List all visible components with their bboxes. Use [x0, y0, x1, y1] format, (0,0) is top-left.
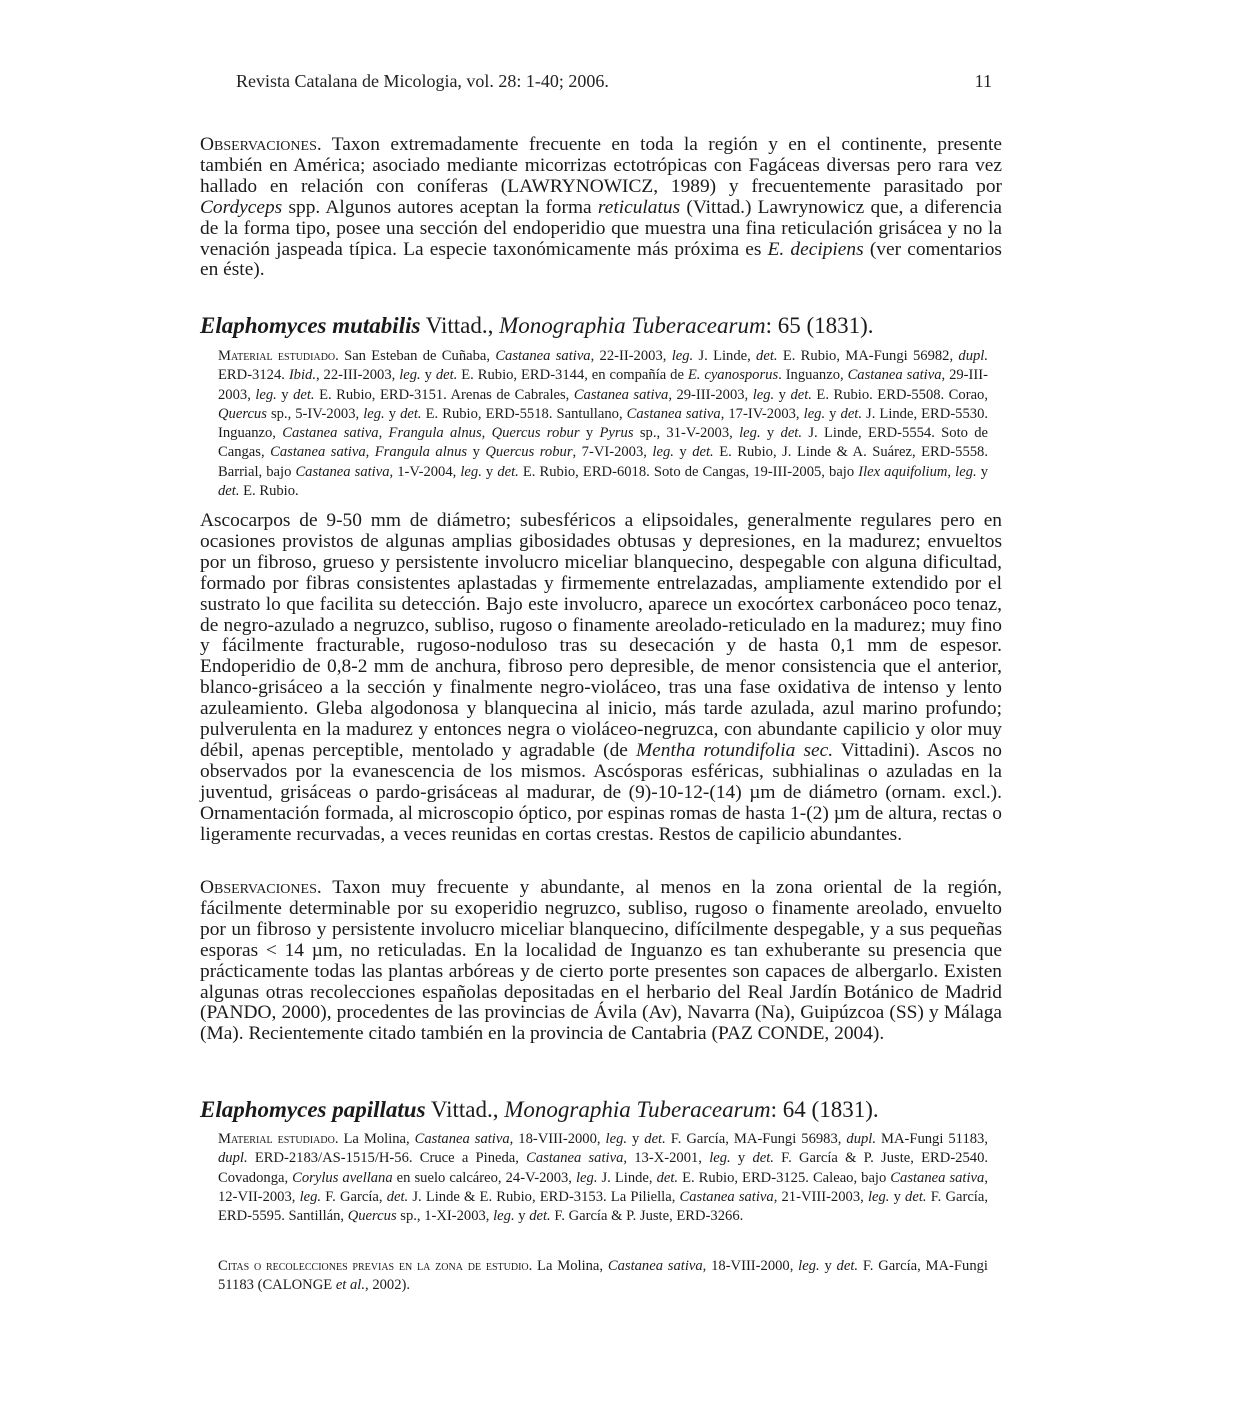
italic-term: det. [692, 444, 714, 461]
text-run: y [760, 425, 781, 442]
text-run: , 13-X-2001, [623, 1150, 710, 1167]
text-run: y [673, 444, 693, 461]
text-run: y [976, 463, 989, 480]
italic-term: det. [840, 405, 862, 422]
italic-term: Corylus avellana [292, 1169, 393, 1186]
text-run: F. García, [321, 1188, 387, 1205]
italic-term: Mentha rotundifolia sec. [636, 739, 834, 761]
italic-term: reticulatus [597, 196, 681, 218]
observaciones-paragraph [200, 135, 1002, 281]
italic-term: det. [790, 386, 812, 403]
italic-term: Frangula alnus [374, 444, 468, 461]
italic-term: det. [529, 1208, 551, 1225]
text-run: (ver comentarios en éste). [200, 238, 1002, 281]
italic-term: leg. [955, 463, 977, 480]
text-run: y [276, 386, 294, 403]
italic-term: Ibid. [288, 367, 316, 384]
observaciones-paragraph-mutabilis [200, 878, 1002, 1045]
text-run: y [819, 1258, 837, 1274]
italic-term: det. [752, 1150, 774, 1167]
text-run: E. Rubio, ERD-5518. Santullano, [421, 405, 627, 422]
section-label: Observaciones. [200, 134, 322, 155]
italic-term: Quercus robur [491, 425, 580, 442]
text-run: Vittad., [420, 313, 500, 338]
description-paragraph [200, 511, 1002, 846]
text-run: F. García & P. Juste, ERD-2540. Covadonga, [218, 1150, 989, 1186]
text-run: , 17-IV-2003, [720, 405, 804, 422]
text-run: y [579, 425, 600, 442]
text-run: E. Rubio, ERD-3125. Caleao, bajo [678, 1169, 891, 1186]
species-heading-mutabilis [200, 312, 1002, 340]
text-run: y [514, 1208, 530, 1225]
material-estudiado-papillatus [218, 1130, 988, 1226]
text-run: ERD-2183/AS-1515/H-56. Cruce a Pineda, [247, 1150, 527, 1167]
text-run: , 7-VI-2003, [572, 444, 653, 461]
italic-term: det. [293, 386, 315, 403]
italic-term: det. [400, 405, 422, 422]
italic-term: Castanea sativa [414, 1131, 510, 1147]
italic-term: leg. [575, 1169, 598, 1186]
italic-term: leg. [739, 425, 761, 442]
text-run: : 65 (1831). [765, 313, 874, 338]
text-run: ERD-3124. [218, 367, 289, 384]
text-run: , 1-V-2004, [389, 463, 461, 480]
text-run: , [365, 444, 375, 461]
italic-term: Cordyceps [200, 196, 283, 218]
text-run: La Molina, [532, 1258, 608, 1274]
italic-term: Castanea sativa [282, 425, 379, 442]
section-label: Material estudiado. [218, 1131, 339, 1147]
text-run: , 2002). [365, 1277, 411, 1294]
italic-term: Ilex aquifolium [858, 463, 948, 480]
text-run: , 29-III-2003, [218, 367, 988, 403]
italic-term: leg. [798, 1258, 820, 1274]
page-number: 11 [974, 71, 992, 91]
italic-term: Castanea sativa [626, 405, 721, 422]
text-run: San Esteban de Cuñaba, [338, 348, 496, 364]
text-run: J. Linde, ERD-5554. Soto de Cangas, [218, 425, 989, 461]
italic-term: leg. [752, 386, 775, 403]
text-run: , [378, 425, 389, 442]
text-run: y [384, 405, 401, 422]
genus-name: Elaphomyces mutabilis [200, 313, 421, 338]
text-run: (Vittad.) Lawrynowicz que, a diferencia de la forma tipo, posee una sección del endoperidio que muestra una fina reticulación grisácea y no la venación jaspeada típica. La especie taxonómicamente más próxima es [200, 196, 1002, 260]
text-run: E. Rubio. [239, 483, 299, 500]
text-run: , 22-III-2003, [315, 367, 400, 384]
text-run: : 64 (1831). [770, 1097, 879, 1122]
italic-term: Castanea sativa [573, 386, 669, 403]
italic-term: det. [836, 1258, 859, 1274]
text-run: J. Linde, ERD-5530. Inguanzo, [218, 405, 989, 442]
section-label: Citas o recolecciones previas en la zona de estudio. [218, 1258, 533, 1274]
italic-term: Castanea sativa [526, 1150, 624, 1167]
italic-term: Monographia Tuberacearum [499, 313, 766, 338]
text-run: , 22-II-2003, [590, 348, 672, 364]
italic-term: E. decipiens [767, 238, 864, 260]
text-run: , 18-VIII-2000, [702, 1258, 799, 1274]
italic-term: leg. [605, 1131, 628, 1147]
text-run: E. Rubio, ERD-3144, en compañía de [457, 367, 688, 384]
text-run: sp., 1-XI-2003, [396, 1208, 494, 1225]
citas-previas-paragraph [218, 1257, 988, 1296]
text-run: J. Linde, [693, 348, 757, 364]
text-run: F. García & P. Juste, ERD-3266. [550, 1208, 744, 1225]
text-run: F. García, MA-Fungi 56983, [665, 1131, 847, 1147]
italic-term: leg. [803, 405, 826, 422]
italic-term: det. [218, 483, 240, 500]
italic-term: Pyrus [599, 425, 634, 442]
italic-term: leg. [867, 1188, 890, 1205]
text-run: y [467, 444, 486, 461]
italic-term: Castanea sativa [495, 348, 591, 364]
text-run: y [825, 405, 841, 422]
text-run: sp., 5-IV-2003, [266, 405, 364, 422]
italic-term: leg. [363, 405, 385, 422]
text-run: y [889, 1188, 906, 1205]
text-run: F. García, ERD-5595. Santillán, [218, 1188, 988, 1225]
text-run: Ascocarpos de 9-50 mm de diámetro; subesféricos a elipsoidales, generalmente regulares pero en ocasiones provistos de algunas amplias gibosidades obtusas y depresiones, en la madurez; envueltos por un fibroso, grueso y persistente involucro miceliar blanquecino, despegable con alguna dificultad, formado por fibras consistentes aplastadas y firmemente entrelazadas, ampliamente extendido por el sustrato lo que facilita su detección. Bajo este involucro, aparece un exocórtex carbonáceo poco tenaz, de negro-azulado a negruzco, subliso, rugoso o finamente areolado-reticulado en la madurez; muy fino y fácilmente fracturable, rugoso-noduloso tras su desecación y de hasta 0,1 mm de espesor. Endoperidio de 0,8-2 mm de anchura, fibroso pero depresible, de menor consistencia que el anterior, blanco-grisáceo a la sección y finalmente negro-violáceo, tras una fase oxidativa de intenso y lento azuleamiento. Gleba algodonosa y blanquecina al inicio, más tarde azulada, azul marino profundo; pulverulenta en la madurez y entonces negra o violáceo-negruzca, con abundante capilicio y olor muy débil, apenas perceptible, mentolado y agradable (de [200, 510, 1002, 761]
italic-term: leg. [399, 367, 421, 384]
italic-term: Castanea sativa [270, 444, 366, 461]
text-run: y [730, 1150, 753, 1167]
text-run: , [947, 463, 956, 480]
italic-term: det. [656, 1169, 679, 1186]
italic-term: Castanea sativa [607, 1258, 703, 1274]
section-label: Observaciones. [200, 877, 322, 898]
italic-term: det. [497, 463, 519, 480]
text-run: , 18-VIII-2000, [509, 1131, 606, 1147]
text-run: J. Linde & E. Rubio, ERD-3153. La Piliella, [408, 1188, 680, 1205]
text-run: E. Rubio. ERD-5508. Corao, [811, 386, 988, 403]
italic-term: det. [756, 348, 778, 364]
species-heading-papillatus [200, 1096, 1002, 1124]
journal-citation: Revista Catalana de Micologia, vol. 28: 1-40; 2006. [236, 71, 609, 91]
text-run: y [774, 386, 791, 403]
text-run: y [420, 367, 436, 384]
text-run: J. Linde, [597, 1169, 657, 1186]
text-run: E. Rubio, ERD-3151. Arenas de Cabrales, [314, 386, 574, 403]
italic-term: et al. [335, 1277, 366, 1294]
text-run: E. Rubio, MA-Fungi 56982, [777, 348, 959, 364]
italic-term: dupl. [218, 1150, 248, 1167]
text-run: y [481, 463, 498, 480]
running-head [236, 70, 992, 92]
text-run: spp. Algunos autores aceptan la forma [282, 196, 598, 218]
italic-term: Quercus [347, 1208, 397, 1225]
italic-term: leg. [652, 444, 674, 461]
italic-term: leg. [709, 1150, 731, 1167]
italic-term: leg. [255, 386, 277, 403]
text-run: Taxon muy frecuente y abundante, al menos en la zona oriental de la región, fácilmente determinable por su exoperidio negruzco, subliso, rugoso o finamente areolado, envuelto por un fibroso y persistente involucro miceliar blanquecino, difícilmente despegable, y a sus pequeñas esporas < 14 µm, no reticuladas. En la localidad de Inguanzo es tan exhuberante su presencia que prácticamente todas las plantas arbóreas y de cierto porte presentes son capaces de albergarlo. Existen algunas otras recolecciones españolas depositadas en el herbario del Real Jardín Botánico de Madrid (PANDO, 2000), procedentes de las provincias de Ávila (Av), Navarra (Na), Guipúzcoa (SS) y Málaga (Ma). Recientemente citado también en la provincia de Cantabria (PAZ CONDE, 2004). [200, 877, 1002, 1045]
italic-term: Castanea sativa [890, 1169, 985, 1186]
text-run: , 12-VII-2003, [218, 1169, 988, 1205]
italic-term: Castanea sativa [295, 463, 390, 480]
text-run: E. Rubio, J. Linde & A. Suárez, ERD-5558. Barrial, bajo [218, 444, 988, 480]
italic-term: leg. [671, 348, 694, 364]
material-estudiado-mutabilis [218, 347, 988, 501]
text-run: , 29-III-2003, [668, 386, 753, 403]
text-run: , 21-VIII-2003, [773, 1188, 868, 1205]
text-run: . Inguanzo, [778, 367, 848, 384]
text-run: MA-Fungi 51183, [875, 1131, 988, 1147]
italic-term: det. [644, 1131, 666, 1147]
italic-term: det. [435, 367, 458, 384]
italic-term: leg. [299, 1188, 322, 1205]
text-run: Taxon extremadamente frecuente en toda la región y en el continente, presente también en América; asociado mediante micorrizas ectotrópicas con Fagáceas diversas pero rara vez hallado en relación con coníferas (LAWRYNOWICZ, 1989) y frecuentemente parasitado por [200, 134, 1002, 197]
italic-term: Castanea sativa [847, 367, 942, 384]
italic-term: E. cyanosporus [687, 367, 779, 384]
italic-term: leg. [460, 463, 482, 480]
text-run: E. Rubio, ERD-6018. Soto de Cangas, 19-III-2005, bajo [518, 463, 859, 480]
text-run: La Molina, [338, 1131, 415, 1147]
italic-term: det. [780, 425, 803, 442]
italic-term: det. [905, 1188, 927, 1205]
italic-term: det. [386, 1188, 409, 1205]
text-run: , [481, 425, 492, 442]
genus-name: Elaphomyces papillatus [200, 1097, 426, 1122]
italic-term: leg. [493, 1208, 515, 1225]
section-label: Material estudiado. [218, 348, 339, 364]
text-run: y [627, 1131, 645, 1147]
italic-term: Quercus robur [485, 444, 573, 461]
italic-term: dupl. [958, 348, 988, 364]
italic-term: Monographia Tuberacearum [504, 1097, 771, 1122]
italic-term: dupl. [846, 1131, 876, 1147]
text-run: sp., 31-V-2003, [633, 425, 740, 442]
text-run: F. García, MA-Fungi 51183 (CALONGE [218, 1258, 988, 1294]
italic-term: Quercus [218, 405, 267, 422]
italic-term: Castanea sativa [679, 1188, 774, 1205]
italic-term: Frangula alnus [388, 425, 482, 442]
text-run: Vittad., [425, 1097, 505, 1122]
text-run: en suelo calcáreo, 24-V-2003, [392, 1169, 576, 1186]
text-run: Vittadini). Ascos no observados por la evanescencia de los mismos. Ascósporas esféricas, subhialinas o azuladas en la juventud, grisáceas o pardo-grisáceas al madurar, de (9)-10-12-(14) µm de diámetro (ornam. excl.). Ornamentación formada, al microscopio óptico, por espinas romas de hasta 1-(2) µm de altura, rectas o ligeramente recurvadas, a veces reunidas en cortas crestas. Restos de capilicio abundantes. [200, 739, 1002, 845]
